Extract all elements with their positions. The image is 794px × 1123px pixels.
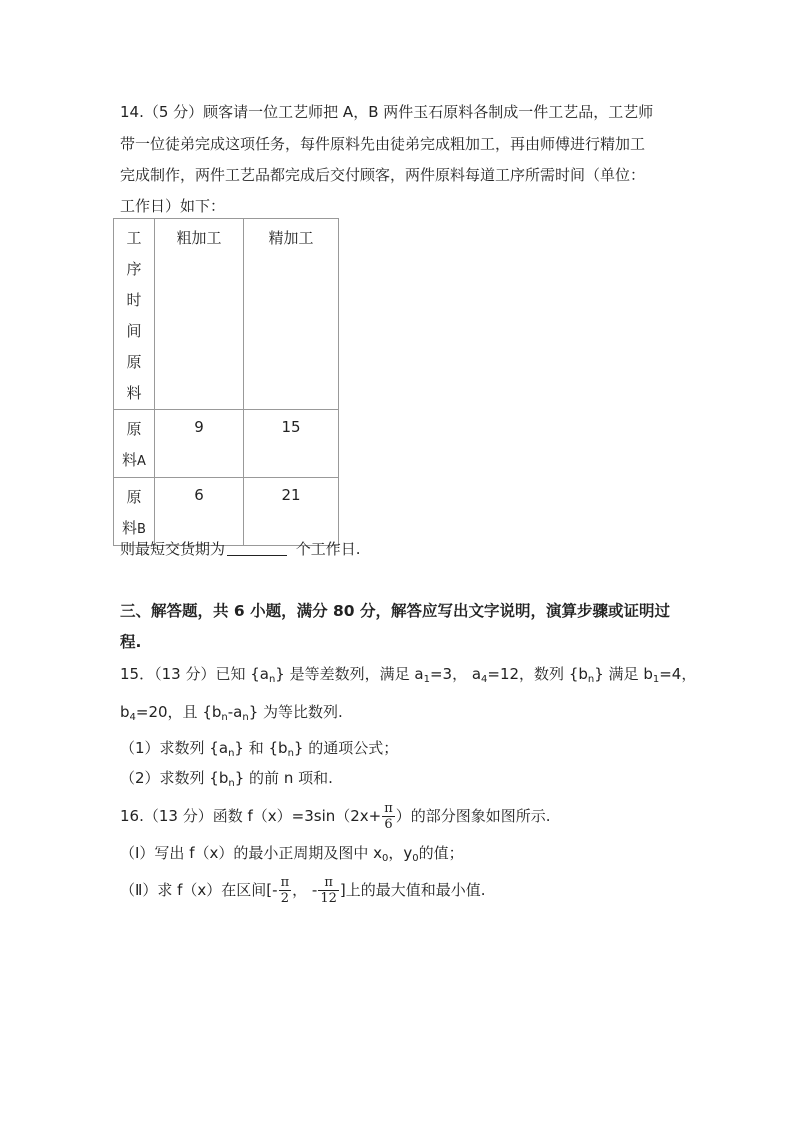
section-3-heading-line-1: 三、解答题，共 6 小题，满分 80 分，解答应写出文字说明，演算步骤或证明过 bbox=[120, 602, 670, 620]
q14-line-3: 完成制作，两件工艺品都完成后交付顾客，两件原料每道工序所需时间（单位： bbox=[120, 166, 646, 184]
q16-line-1: 16.（13 分）函数 f（x）=3sin（2x+ $\frac{\pi}{6}$ ）的部分图象如图所示. bbox=[120, 801, 551, 832]
process-time-table bbox=[113, 218, 339, 546]
header-cell-rough: 粗加工 bbox=[155, 219, 244, 410]
q16-part-2: （Ⅱ）求 f（x）在区间[- $\frac{\pi}{2}$ ， - $\frac{\pi}{12}$ ]上的最大值和最小值. bbox=[120, 875, 486, 906]
q14-line-1: 14.（5 分）顾客请一位工艺师把 A，B 两件玉石原料各制成一件工艺品，工艺师 bbox=[120, 103, 654, 121]
header-cell-process: 工 序 时 间 原 料 bbox=[114, 219, 155, 410]
q15-part-1: （1）求数列 $\{a_n\}$ 和 $\{b_n\}$ 的通项公式； bbox=[120, 739, 399, 759]
table-header-row bbox=[114, 219, 339, 410]
q15-line-2: $b_4=20$，且 $\{b_n-a_n\}$ 为等比数列. bbox=[120, 703, 343, 723]
fraction-pi-over-6: $\frac{\pi}{6}$ bbox=[384, 801, 393, 832]
cell-b-rough: 6 bbox=[155, 478, 244, 546]
cell-a-fine: 15 bbox=[244, 410, 339, 478]
cell-a-rough: 9 bbox=[155, 410, 244, 478]
q15-line-1: 15．（13 分）已知 $\{a_n\}$ 是等差数列，满足 $a_1=3$， $a_4=12$，数列 $\{b_n\}$ 满足 $b_1=4$， bbox=[120, 665, 697, 685]
cell-b-fine: 21 bbox=[244, 478, 339, 546]
table-row bbox=[114, 478, 339, 546]
row-label-a: 原 料A bbox=[114, 410, 155, 478]
row-label-b: 原 料B bbox=[114, 478, 155, 546]
q14-line-4: 工作日）如下： bbox=[120, 197, 226, 215]
answer-blank[interactable] bbox=[227, 539, 287, 556]
fraction-pi-over-2: $\frac{\pi}{2}$ bbox=[280, 875, 290, 906]
q16-part-1: （Ⅰ）写出 f（x）的最小正周期及图中 $x_0$，$y_0$的值； bbox=[120, 844, 464, 864]
q14-answer-line: 则最短交货期为 个工作日. bbox=[120, 540, 361, 558]
fraction-pi-over-12: $\frac{\pi}{12}$ bbox=[320, 875, 337, 906]
section-3-heading-line-2: 程. bbox=[120, 633, 142, 651]
table-row bbox=[114, 410, 339, 478]
header-cell-fine: 精加工 bbox=[244, 219, 339, 410]
q14-line-2: 带一位徒弟完成这项任务，每件原料先由徒弟完成粗加工，再由师傅进行精加工 bbox=[120, 135, 646, 153]
q15-part-2: （2）求数列 $\{b_n\}$ 的前 n 项和. bbox=[120, 769, 333, 789]
